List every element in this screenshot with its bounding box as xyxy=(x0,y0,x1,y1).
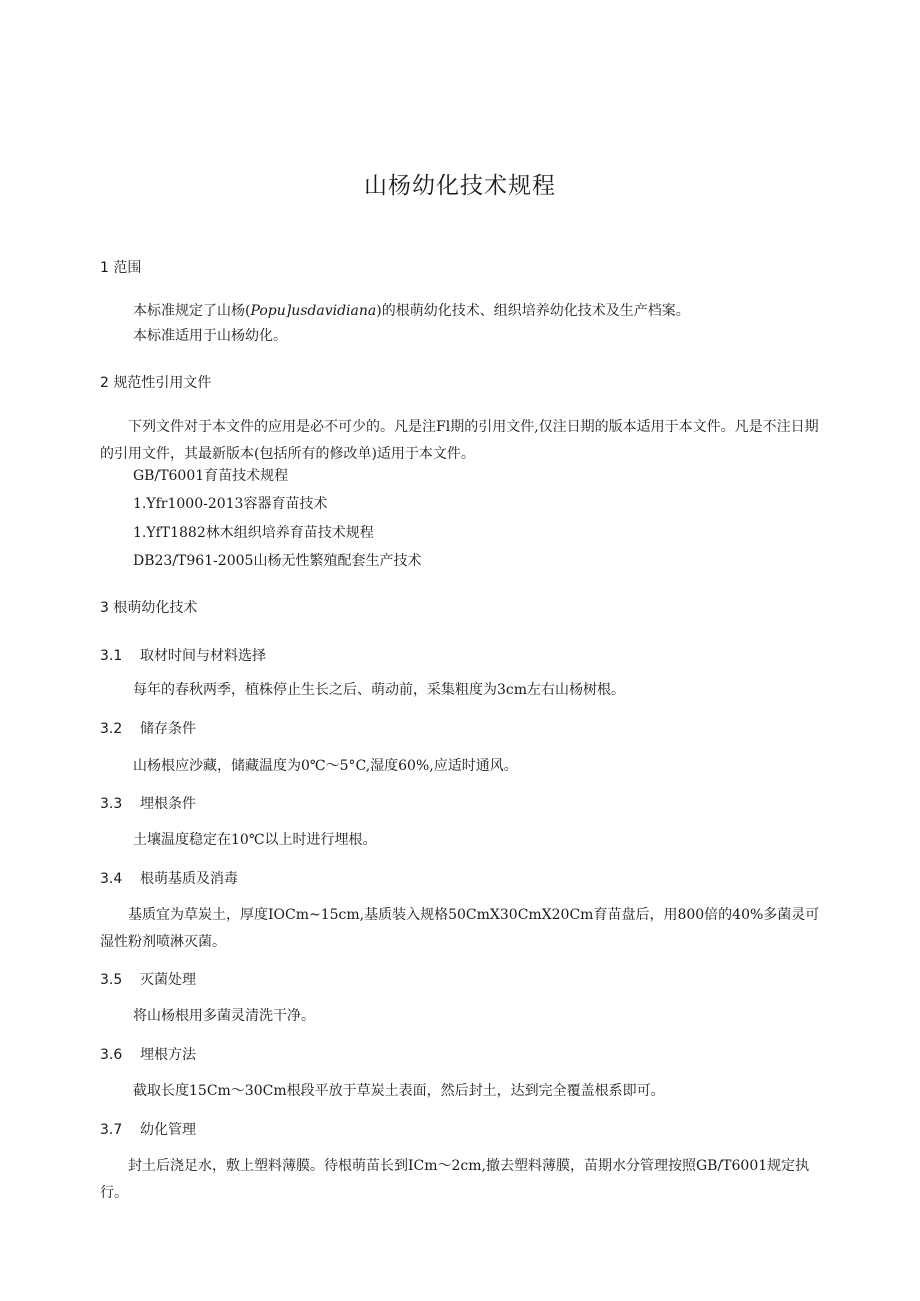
subsection-title: 埋根条件 xyxy=(140,796,196,812)
section-1-paragraph-2: 本标准适用于山杨幼化。 xyxy=(133,328,287,344)
subsection-heading xyxy=(100,1120,196,1140)
section-2-paragraph: 下列文件对于本文件的应用是必不可少的。凡是注Fl期的引用文件,仅注日期的版本适用于本文件。凡是不注日期的引用文件，其最新版本(包括所有的修改单)适用于本文件。 xyxy=(100,419,819,462)
subsection-number: 3.1 xyxy=(100,648,123,664)
reference-item: GB/T6001育苗技术规程 xyxy=(133,468,289,484)
subsection-title: 埋根方法 xyxy=(140,1047,196,1063)
subsection-heading xyxy=(100,1045,196,1065)
subsection-text: 将山杨根用多菌灵清洗干净。 xyxy=(133,1008,315,1024)
subsection-text: 截取长度15Cm～30Cm根段平放于草炭土表面，然后封土，达到完全覆盖根系即可。 xyxy=(133,1083,665,1099)
subsection-number: 3.2 xyxy=(100,721,123,737)
subsection-heading xyxy=(100,719,196,739)
subsection-title: 根萌基质及消毒 xyxy=(140,871,238,887)
section-1-p1-before: 本标准规定了山杨( xyxy=(133,303,251,319)
subsection-heading xyxy=(100,869,238,889)
subsection-number: 3.5 xyxy=(100,972,123,988)
reference-item: 1.YfT1882林木组织培养育苗技术规程 xyxy=(133,525,374,541)
subsection-heading xyxy=(100,646,266,666)
subsection-title: 取材时间与材料选择 xyxy=(140,648,266,664)
section-1-heading: 1 范围 xyxy=(100,260,142,276)
subsection-number: 3.3 xyxy=(100,796,123,812)
subsection-title: 储存条件 xyxy=(140,721,196,737)
reference-item: 1.Yfr1000-2013容器育苗技术 xyxy=(133,496,328,512)
subsection-text: 基质宜为草炭土，厚度IOCm~15cm,基质装入规格50CmX30CmX20Cm育苗盘后，用800倍的40%多菌灵可湿性粉剂喷淋灭菌。 xyxy=(100,907,820,950)
subsection-text: 土壤温度稳定在10℃以上时进行埋根。 xyxy=(133,832,377,848)
latin-name: Popu]usdavidiana xyxy=(250,303,377,319)
subsection-title: 灭菌处理 xyxy=(140,972,196,988)
subsection-heading xyxy=(100,794,196,814)
subsection-text: 山杨根应沙藏，储藏温度为0℃～5°C,湿度60%,应适时通风。 xyxy=(133,758,518,774)
reference-item: DB23/T961-2005山杨无性繁殖配套生产技术 xyxy=(133,553,422,569)
section-2-heading: 2 规范性引用文件 xyxy=(100,375,212,391)
subsection-heading xyxy=(100,970,196,990)
subsection-number: 3.7 xyxy=(100,1122,123,1138)
section-1-paragraph-1 xyxy=(133,301,690,321)
document-title: 山杨幼化技术规程 xyxy=(364,173,556,199)
section-1-p1-after: )的根萌幼化技术、组织培养幼化技术及生产档案。 xyxy=(376,303,690,319)
subsection-text: 每年的春秋两季，植株停止生长之后、萌动前，采集粗度为3cm左右山杨树根。 xyxy=(133,682,626,698)
subsection-title: 幼化管理 xyxy=(140,1122,196,1138)
subsection-number: 3.4 xyxy=(100,871,123,887)
subsection-text: 封土后浇足水，敷上塑料薄膜。待根萌苗长到ICm～2cm,撤去塑料薄膜，苗期水分管理按照GB/T6001规定执行。 xyxy=(100,1158,810,1201)
subsection-number: 3.6 xyxy=(100,1047,123,1063)
section-3-heading: 3 根萌幼化技术 xyxy=(100,600,198,616)
